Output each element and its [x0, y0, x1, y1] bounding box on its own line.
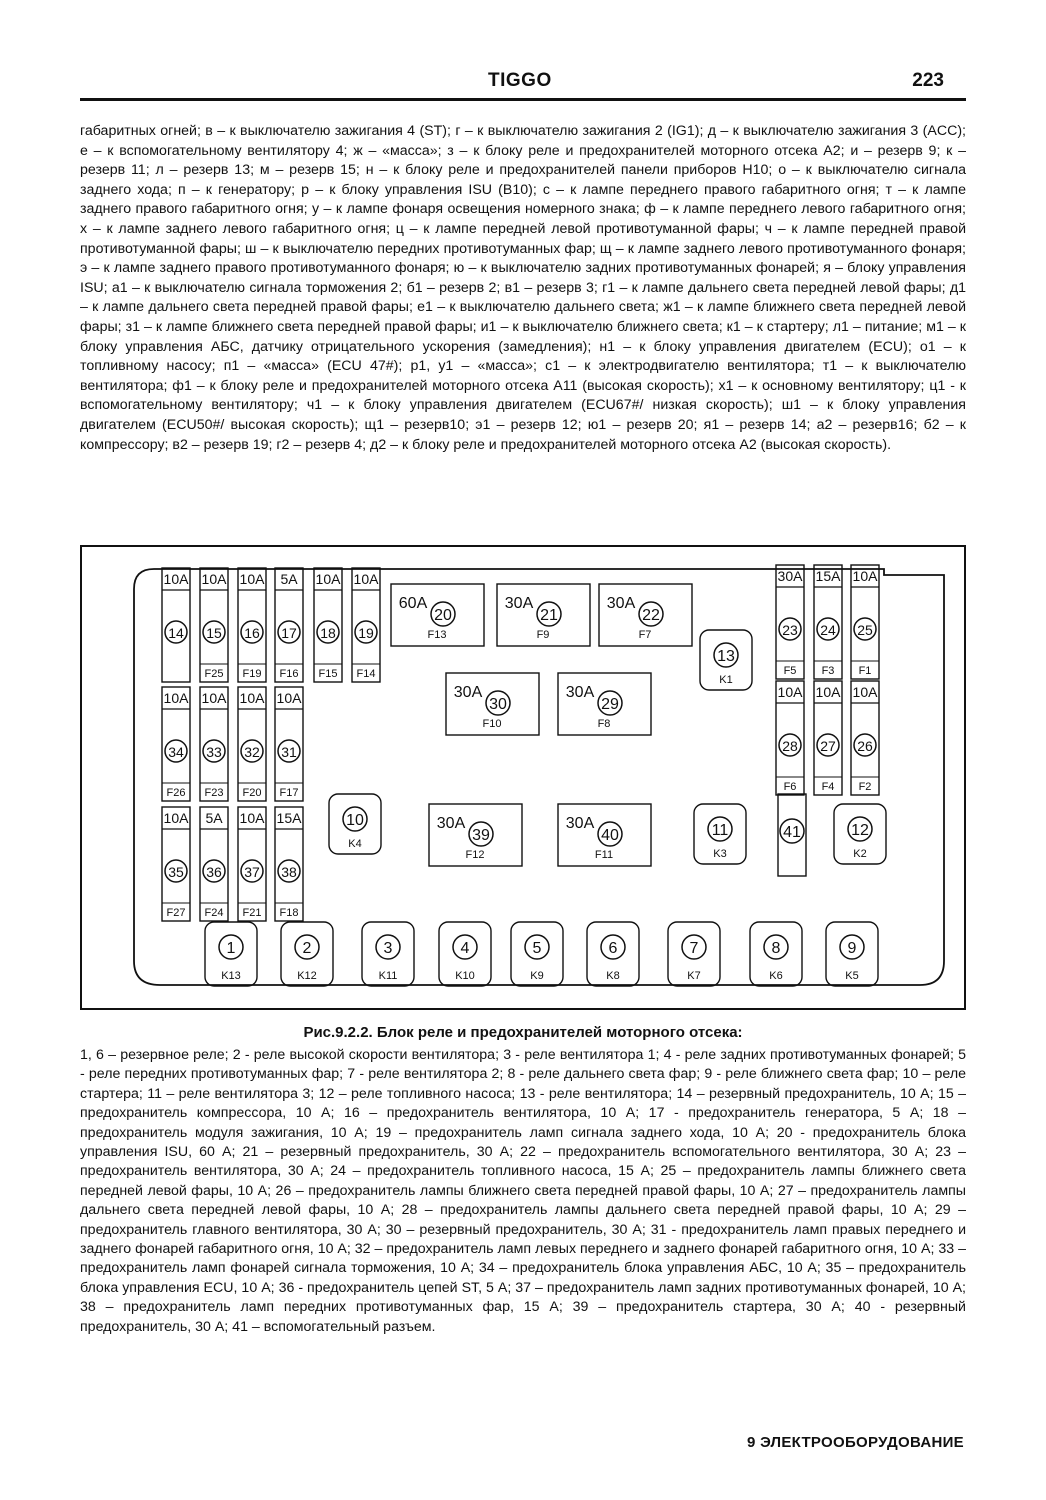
fuse-number: 37	[244, 864, 260, 880]
relay-number: 2	[302, 940, 312, 957]
relay-code: K12	[297, 970, 317, 982]
relay-number: 3	[383, 940, 393, 957]
fuse-amp-label: 10A	[163, 810, 189, 826]
fuse-code: F8	[597, 718, 611, 730]
fuse-amp-label: 15A	[815, 568, 841, 584]
fuse-code: F17	[279, 787, 299, 799]
fuse-code: F10	[482, 718, 502, 730]
relay-code: K6	[769, 970, 783, 982]
header-title: TIGGO	[488, 70, 552, 91]
fuse-code: F7	[638, 629, 652, 641]
fuse-number: 15	[206, 625, 222, 641]
fuse-code: F6	[783, 781, 797, 793]
fuse-number: 23	[782, 622, 798, 638]
fuse-number: 18	[320, 625, 336, 641]
fuse-code: F21	[242, 907, 262, 919]
fuse-number: 21	[540, 607, 558, 624]
relay-number: 6	[608, 940, 618, 957]
fuse-amp-label: 30A	[565, 815, 595, 832]
fuse-amp-label: 30A	[436, 815, 466, 832]
fuse-number: 25	[857, 622, 873, 638]
fuse-number: 16	[244, 625, 260, 641]
fuse-number: 14	[168, 625, 184, 641]
relay-code: K10	[455, 970, 475, 982]
page-number: 223	[912, 70, 944, 91]
fuse-code: F3	[821, 665, 835, 677]
relay-code: K13	[221, 970, 241, 982]
fuse-number: 17	[281, 625, 297, 641]
fuse-amp-label: 15A	[276, 810, 302, 826]
fuse-amp-label: 30A	[565, 684, 595, 701]
fuse-number: 20	[434, 607, 452, 624]
fuse-code: F26	[166, 787, 186, 799]
relay-code: K1	[719, 674, 733, 686]
fuse-amp-label: 30A	[504, 595, 534, 612]
fuse-number: 40	[601, 827, 619, 844]
fuse-amp-label: 10A	[239, 571, 265, 587]
fuse-amp-label: 10A	[852, 568, 878, 584]
fuse-amp-label: 5A	[205, 810, 223, 826]
relay-number: 7	[689, 940, 699, 957]
fuse-code: F12	[465, 849, 485, 861]
relay-number: 8	[771, 940, 781, 957]
fuse-code: F2	[858, 781, 872, 793]
relay-code: K5	[845, 970, 859, 982]
relay-code: K2	[853, 848, 867, 860]
fuse-code: F20	[242, 787, 262, 799]
fuse-box-svg	[80, 545, 966, 1010]
fuse-code: F27	[166, 907, 186, 919]
relay-code: K3	[713, 848, 727, 860]
figure-legend: 1, 6 – резервное реле; 2 - реле высокой скорости вентилятора; 3 - реле вентилятора 1; 4 - реле задних противотуманных фонарей; 5 - реле передних противотуманных фар; 7 - реле вентилятора 2; 8 - реле дальнего света фар; 9 - реле ближнего света фар; 10 – реле стартера; 11 – реле вентилятора 3; 12 – реле топливного насоса; 13 - реле вентилятора; 14 – резервный предохранитель, 10 А; 15 – предохранитель компрессора, 10 А; 16 – предохранитель вентилятора, 10 А; 17 - предохранитель генератора, 5 А; 18 – предохранитель модуля зажигания, 10 А; 19 – предохранитель ламп сигнала заднего хода, 10 А; 20 - предохранитель блока управления ISU, 60 А; 21 – резервный предохранитель, 30 А; 22 – предохранитель вспомогательного вентилятора, 30 А; 23 – предохранитель вентилятора, 30 А; 24 – предохранитель топливного насоса, 15 А; 25 – предохранитель лампы ближнего света передней левой фары, 10 А; 26 – предохранитель лампы ближнего света передней правой фары, 10 А; 27 – предохранитель лампы дальнего света передней левой фары, 10 А; 28 – предохранитель лампы дальнего света передней правой фары, 10 А; 29 – предохранитель главного вентилятора, 30 А; 30 – резервный предохранитель, 30 А; 31 - предохранитель ламп правых переднего и заднего фонарей габаритного огня, 10 А; 32 – предохранитель ламп левых переднего и заднего фонарей габаритного огня, 10 А; 33 – предохранитель ламп фонарей сигнала торможения, 10 А; 34 – предохранитель блока управления АБС, 10 А; 35 – предохранитель блока управления ECU, 10 А; 36 - предохранитель цепей ST, 5 А; 37 – предохранитель ламп задних противотуманных фонарей, 10 А; 38 – предохранитель ламп передних противотуманных фар, 15 А; 39 – предохранитель стартера, 30 А; 40 - резервный предохранитель, 30 А; 41 – вспомогательный разъем.	[80, 1047, 966, 1335]
relay-code: K7	[687, 970, 701, 982]
fuse-number: 24	[820, 622, 836, 638]
relay-code: K9	[530, 970, 544, 982]
fuse-code: F16	[279, 668, 299, 680]
fuse-code: F9	[536, 629, 550, 641]
relay-number: 12	[851, 822, 869, 839]
fuse-number: 28	[782, 738, 798, 754]
fuse-amp-label: 10A	[163, 571, 189, 587]
header-rule	[80, 98, 966, 101]
fuse-code: F14	[356, 668, 376, 680]
fuse-box-diagram	[80, 545, 966, 1010]
fuse-amp-label: 5A	[280, 571, 298, 587]
section-footer: 9 ЭЛЕКТРООБОРУДОВАНИЕ	[747, 1434, 964, 1451]
fuse-code: F24	[204, 907, 224, 919]
fuse-amp-label: 10A	[777, 684, 803, 700]
fuse-number: 26	[857, 738, 873, 754]
fuse-amp-label: 60A	[398, 595, 428, 612]
fuse-amp-label: 10A	[163, 690, 189, 706]
fuse-amp-label: 10A	[239, 690, 265, 706]
fuse-number: 31	[281, 744, 297, 760]
fuse-code: F11	[594, 849, 614, 861]
fuse-amp-label: 10A	[815, 684, 841, 700]
fuse-code: F13	[427, 629, 447, 641]
relay-code: K8	[606, 970, 620, 982]
fuse-number: 22	[642, 607, 660, 624]
fuse-amp-label: 10A	[276, 690, 302, 706]
fuse-number: 36	[206, 864, 222, 880]
fuse-code: F18	[279, 907, 299, 919]
fuse-code: F1	[858, 665, 872, 677]
fuse-amp-label: 10A	[201, 571, 227, 587]
figure-caption: Рис.9.2.2. Блок реле и предохранителей моторного отсека:	[303, 1024, 743, 1041]
relay-number: 1	[226, 940, 236, 957]
fuse-amp-label: 30A	[453, 684, 483, 701]
relay-number: 10	[346, 812, 364, 829]
fuse-amp-label: 10A	[852, 684, 878, 700]
fuse-code: F25	[204, 668, 224, 680]
fuse-amp-label: 30A	[606, 595, 636, 612]
fuse-number: 39	[472, 827, 490, 844]
fuse-number: 33	[206, 744, 222, 760]
body-paragraph: габаритных огней; в – к выключателю зажигания 4 (ST); г – к выключателю зажигания 2 (IG1); д – к выключателю зажигания 3 (ACC); е – к вспомогательному вентилятору 4; ж – «масса»; з – к блоку реле и предохранителей моторного отсека A2; и – резерв 9; к – резерв 11; л – резерв 13; м – резерв 15; н – к блоку реле и предохранителей панели приборов H10; о – к выключателю сигнала заднего хода; п – к генератору; р – к блоку управления ISU (B10); с – к лампе переднего правого габаритного огня; т – к лампе заднего правого габаритного огня; у – к лампе фонаря освещения номерного знака; ф – к лампе переднего левого габаритного огня; х – к лампе заднего левого габаритного огня; ц – к лампе передней левой противотуманной фары; ч – к лампе передней правой противотуманной фары; ш – к выключателю передних противотуманных фар; щ – к лампе заднего левого противотуманного фонаря; э – к лампе заднего правого противотуманного фонаря; ю – к выключателю задних противотуманных фонарей; я – блоку управления ISU; а1 – к выключателю сигнала торможения 2; б1 – резерв 2; в1 – резерв 3; г1 – к лампе дальнего света передней левой фары; д1 – к лампе дальнего света передней правой фары; е1 – к выключателю дальнего света; ж1 – к лампе ближнего света передней левой фары; з1 – к лампе ближнего света передней правой фары; и1 – к выключателю ближнего света; к1 – к стартеру; л1 – питание; м1 – к блоку управления АБС, датчику отрицательного ускорения (замедления); н1 – к блоку управления двигателем (ECU); о1 – к топливному насосу; п1 – «масса» (ECU 47#); р1, у1 – «масса»; с1 – к электродвигателю вентилятора; т1 – к выключателю вентилятора; ф1 – к блоку реле и предохранителей моторного отсека A11 (высокая скорость); х1 – к основному вентилятору; ц1 - к вспомогательному вентилятору; ч1 – к блоку управления двигателем (ECU67#/ низкая скорость); ш1 – к блоку управления двигателем (ECU50#/ высокая скорость); щ1 – резерв10; э1 – резерв 12; ю1 – резерв 20; я1 – резерв 14; а2 – резерв16; б2 – к компрессору; в2 – резерв 19; г2 – резерв 4; д2 – к блоку реле и предохранителей моторного отсека A2 (высокая скорость).	[80, 123, 966, 453]
relay-number: 13	[717, 648, 735, 665]
fuse-number: 29	[601, 696, 619, 713]
fuse-number: 30	[489, 696, 507, 713]
fuse-code: F5	[783, 665, 797, 677]
relay-code: K4	[348, 838, 362, 850]
fuse-number: 34	[168, 744, 184, 760]
relay-code: K11	[378, 970, 398, 982]
relay-number: 9	[847, 940, 857, 957]
fuse-amp-label: 30A	[777, 568, 803, 584]
relay-number: 5	[532, 940, 542, 957]
fuse-number: 27	[820, 738, 836, 754]
fuse-amp-label: 10A	[239, 810, 265, 826]
fuse-amp-label: 10A	[353, 571, 379, 587]
fuse-number: 38	[281, 864, 297, 880]
fuse-number: 35	[168, 864, 184, 880]
connector-number: 41	[783, 824, 801, 841]
fuse-number: 19	[358, 625, 374, 641]
fuse-code: F19	[242, 668, 262, 680]
fuse-amp-label: 10A	[201, 690, 227, 706]
fuse-code: F4	[821, 781, 835, 793]
fuse-number: 32	[244, 744, 260, 760]
fuse-code: F23	[204, 787, 224, 799]
relay-number: 11	[711, 822, 729, 839]
fuse-amp-label: 10A	[315, 571, 341, 587]
fuse-code: F15	[318, 668, 338, 680]
relay-number: 4	[460, 940, 470, 957]
